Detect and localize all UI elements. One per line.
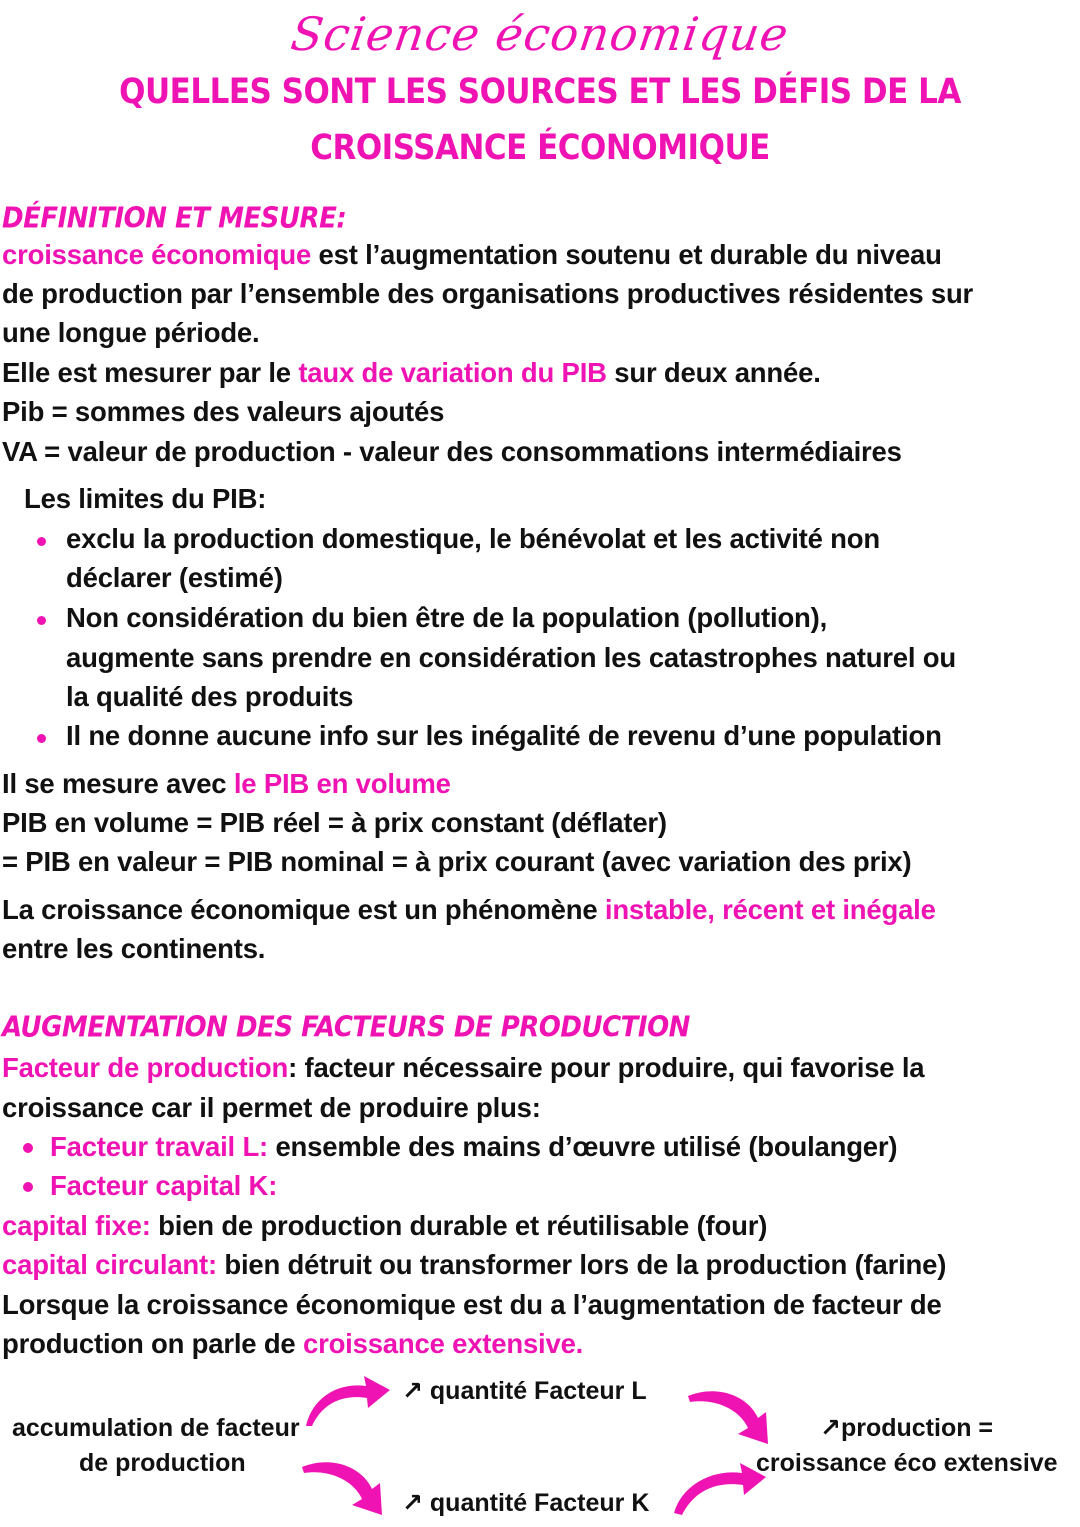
factor-text: : facteur nécessaire pour produire, qui favorise la (288, 1052, 925, 1083)
phenomenon-line-2: entre les continents. (2, 933, 266, 964)
limit-item-2-line-1: Non considération du bien être de la population (pollution), (66, 602, 828, 633)
limits-heading: Les limites du PIB: (24, 483, 267, 514)
curved-arrow-icon (298, 1455, 390, 1521)
volume-term: le PIB en volume (233, 768, 451, 799)
limit-item-1-line-1: exclu la production domestique, le bénévolat et les activité non (66, 523, 880, 554)
curved-arrow-icon (684, 1382, 776, 1448)
extensive-text-pre: production on parle de (2, 1328, 303, 1359)
measure-text-pre: Elle est mesurer par le (2, 357, 299, 388)
extensive-line-2 (2, 1326, 583, 1362)
result-text-1: production = (840, 1414, 994, 1442)
capital-node-text: quantité Facteur K (422, 1489, 650, 1517)
diagram-source-line-1: accumulation de facteur (12, 1414, 300, 1442)
script-title: Science économique (287, 7, 793, 61)
labor-term: Facteur travail L: (50, 1131, 268, 1162)
diagram-capital-node (402, 1486, 649, 1520)
pib-value-line: = PIB en valeur = PIB nominal = à prix courant (avec variation des prix) (2, 846, 912, 877)
circulating-capital-text: bien détruit ou transformer lors de la production (farine) (216, 1249, 947, 1280)
limit-item-2-line-2: augmente sans prendre en considération les catastrophes naturel ou (66, 642, 956, 673)
definition-line-2: de production par l’ensemble des organisations productives résidentes sur (2, 278, 974, 309)
va-formula: VA = valeur de production - valeur des consommations intermédiaires (2, 436, 902, 467)
phenomenon-line-1 (2, 892, 936, 928)
definition-line-1 (2, 237, 942, 273)
fixed-capital-line (2, 1208, 767, 1244)
circulating-capital-term: capital circulant: (2, 1249, 217, 1280)
definition-line-3: une longue période. (2, 317, 260, 348)
phenomenon-term: instable, récent et inégale (604, 894, 936, 925)
labor-factor-line (50, 1129, 897, 1165)
bullet-icon (37, 537, 46, 546)
section-heading-factors: AUGMENTATION DES FACTEURS DE PRODUCTION (2, 1011, 690, 1044)
section-heading-definition: DÉFINITION ET MESURE: (2, 202, 347, 235)
volume-text-pre: Il se mesure avec (2, 768, 234, 799)
pib-volume-line: PIB en volume = PIB réel = à prix constant (déflater) (2, 807, 667, 838)
labor-text: ensemble des mains d’œuvre utilisé (boulanger) (268, 1131, 898, 1162)
bullet-icon (23, 1143, 33, 1153)
circulating-capital-line (2, 1247, 946, 1283)
volume-line (2, 766, 451, 802)
diagram-source-line-2: de production (79, 1449, 246, 1477)
limit-item-2-line-3: la qualité des produits (66, 681, 354, 712)
measure-line (2, 355, 821, 391)
up-right-arrow-icon: ↗ (820, 1414, 841, 1442)
capital-term: Facteur capital K: (50, 1170, 278, 1201)
curved-arrow-icon (298, 1368, 398, 1430)
measure-term: taux de variation du PIB (298, 357, 607, 388)
factor-term: Facteur de production (2, 1052, 289, 1083)
diagram-result-line-1 (820, 1411, 993, 1445)
bullet-icon (37, 734, 46, 743)
definition-text: est l’augmentation soutenu et durable du niveau (311, 239, 942, 270)
bullet-icon (23, 1182, 33, 1192)
curved-arrow-icon (668, 1455, 772, 1517)
phenomenon-text-pre: La croissance économique est un phénomène (2, 894, 605, 925)
labor-node-text: quantité Facteur L (422, 1377, 647, 1405)
extensive-term: croissance extensive. (302, 1328, 584, 1359)
factor-line-2: croissance car il permet de produire plus: (2, 1092, 541, 1123)
measure-text-post: sur deux année. (606, 357, 821, 388)
up-right-arrow-icon: ↗ (402, 1489, 423, 1517)
limit-item-1-line-2: déclarer (estimé) (66, 562, 283, 593)
pib-formula: Pib = sommes des valeurs ajoutés (2, 396, 445, 427)
extensive-line-1: Lorsque la croissance économique est du a l’augmentation de facteur de (2, 1289, 942, 1320)
diagram-labor-node (402, 1374, 647, 1408)
fixed-capital-text: bien de production durable et réutilisable (four) (150, 1210, 768, 1241)
limit-item-3-line-1: Il ne donne aucune info sur les inégalité de revenu d’une population (66, 720, 942, 751)
main-title-line-2: CROISSANCE ÉCONOMIQUE (310, 127, 770, 169)
bullet-icon (37, 616, 46, 625)
factor-line-1 (2, 1050, 924, 1086)
fixed-capital-term: capital fixe: (2, 1210, 151, 1241)
up-right-arrow-icon: ↗ (402, 1377, 423, 1405)
definition-term: croissance économique (2, 239, 312, 270)
main-title-line-1: QUELLES SONT LES SOURCES ET LES DÉFIS DE LA (119, 71, 961, 113)
diagram-result-line-2: croissance éco extensive (756, 1449, 1058, 1477)
